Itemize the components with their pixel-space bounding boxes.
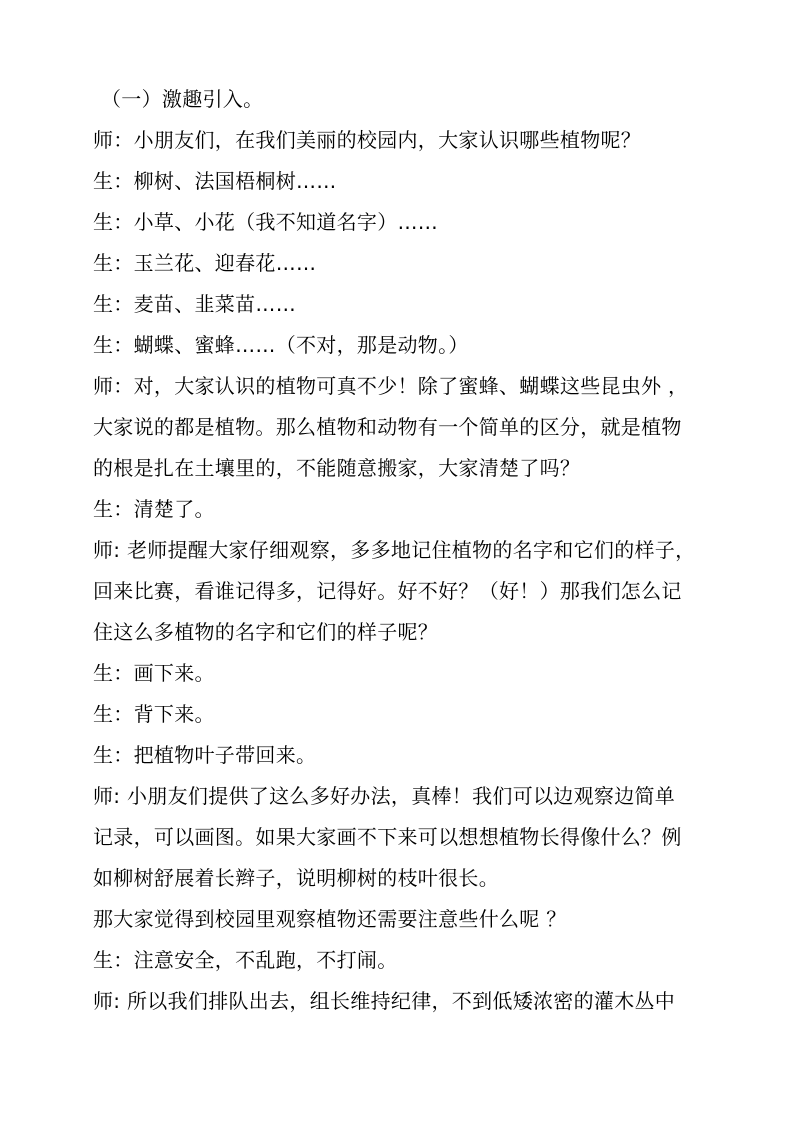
dialogue-line: 生：清楚了。: [93, 497, 215, 521]
dialogue-line: 生：小草、小花（我不知道名字）……: [93, 210, 439, 234]
dialogue-line: 生：柳树、法国梧桐树……: [93, 169, 337, 193]
dialogue-line: 回来比赛，看谁记得多，记得好。好不好？（好！）那我们怎么记: [93, 579, 682, 603]
section-heading: （一）激趣引入。: [101, 87, 264, 111]
dialogue-line: 师: 老师提醒大家仔细观察，多多地记住植物的名字和它们的样子，: [93, 538, 696, 562]
dialogue-line: 如柳树舒展着长辫子，说明柳树的枝叶很长。: [93, 866, 499, 890]
dialogue-line: 师：对，大家认识的植物可真不少！除了蜜蜂、蝴蝶这些昆虫外 ，: [93, 374, 689, 398]
dialogue-line: 生：把植物叶子带回来。: [93, 743, 317, 767]
dialogue-line: 师: 小朋友们提供了这么多好办法，真棒！我们可以边观察边简单: [93, 784, 676, 808]
dialogue-line: 那大家觉得到校园里观察植物还需要注意些什么呢 ？: [93, 907, 567, 931]
dialogue-line: 生：画下来。: [93, 661, 215, 685]
dialogue-line: 师：小朋友们，在我们美丽的校园内，大家认识哪些植物呢？: [93, 128, 642, 152]
dialogue-line: 记录，可以画图。如果大家画不下来可以想想植物长得像什么？例: [93, 825, 682, 849]
dialogue-line: 住这么多植物的名字和它们的样子呢？: [93, 620, 439, 644]
dialogue-line: 大家说的都是植物。那么植物和动物有一个简单的区分，就是植物: [93, 415, 682, 439]
dialogue-line: 生：蝴蝶、蜜蜂……（不对，那是动物。）: [93, 333, 469, 357]
dialogue-line: 的根是扎在土壤里的，不能随意搬家，大家清楚了吗？: [93, 456, 581, 480]
dialogue-line: 生：玉兰花、迎春花……: [93, 251, 317, 275]
dialogue-line: 生：麦苗、韭菜苗……: [93, 292, 296, 316]
dialogue-line: 生：背下来。: [93, 702, 215, 726]
dialogue-line: 生：注意安全，不乱跑，不打闹。: [93, 948, 398, 972]
dialogue-line: 师: 所以我们排队出去，组长维持纪律，不到低矮浓密的灌木丛中: [93, 989, 676, 1013]
document-body: [93, 79, 705, 1022]
